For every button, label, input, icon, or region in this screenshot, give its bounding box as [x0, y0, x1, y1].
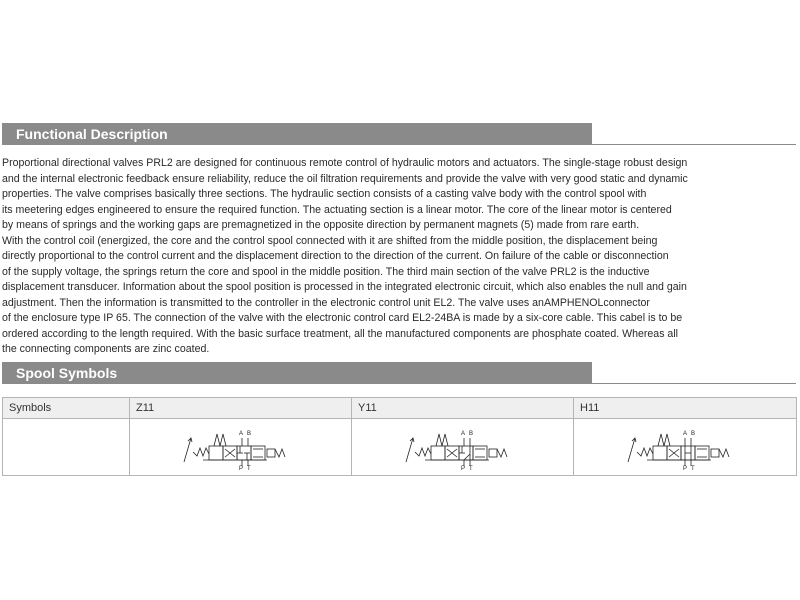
- port-b-label: B: [468, 431, 473, 437]
- text-line: by means of springs and the working gaps are premagnetized in the opposite direction by permanent magnets (5) made from rare earth.: [2, 219, 640, 231]
- symbol-cell-y11: [352, 419, 574, 476]
- column-header-y11: Y11: [352, 398, 574, 419]
- valve-symbol-h11-icon: [625, 424, 745, 470]
- text-line: of the enclosure type IP 65. The connection of the valve with the electronic control card EL2-24BA is made by a six-core cable. This cabel is to be: [2, 312, 683, 324]
- valve-symbol-y11-icon: [403, 424, 523, 470]
- port-a-label: A: [683, 431, 688, 437]
- column-header-z11: Z11: [130, 398, 352, 419]
- port-t-label: T: [691, 466, 695, 470]
- port-a-label: A: [460, 431, 465, 437]
- text-line: With the control coil (energized, the core and the control spool connected with it are shifted from the middle position, the displacement being: [2, 234, 658, 247]
- port-b-label: B: [246, 431, 251, 437]
- header-rule: [592, 383, 796, 384]
- port-t-label: T: [246, 466, 251, 470]
- symbol-cell-h11: [574, 419, 797, 476]
- section-title: Functional Description: [16, 126, 168, 142]
- text-line: properties. The valve comprises basically three sections. The hydraulic section consists of a casting valve body with the control spool with: [2, 188, 647, 200]
- spool-symbols-header: [2, 362, 796, 384]
- valve-symbol-z11-icon: [181, 424, 301, 470]
- port-p-label: P: [683, 466, 688, 470]
- port-p-label: P: [460, 466, 465, 470]
- functional-description-header: [2, 123, 796, 145]
- port-p-label: P: [238, 466, 243, 470]
- text-line: and the internal electronic feedback ensure reliability, reduce the oil filtration requirements and provide the valve with very good static and dynamic: [2, 172, 688, 185]
- port-t-label: T: [468, 466, 473, 470]
- empty-cell: [3, 419, 130, 476]
- row-header-cell: Symbols: [3, 398, 130, 419]
- text-line: its meetering edges engineered to ensure the required function. The actuating section is a linear motor. The core of the linear motor is centered: [2, 203, 672, 216]
- port-b-label: B: [691, 431, 696, 437]
- functional-description-text: [2, 156, 798, 358]
- text-line: of the supply voltage, the springs return the core and spool in the middle position. The third main section of the valve PRL2 is the inductive: [2, 265, 650, 278]
- text-line: displacement transducer. Information about the spool position is processed in the integrated electronic circuit, which also enables the null and gain: [2, 281, 687, 293]
- text-line: ordered according to the length required. With the basic surface treatment, all the manufactured components are phosphate coated. Whereas all: [2, 327, 679, 340]
- section-title: Spool Symbols: [16, 365, 118, 381]
- text-line: the connecting components are zinc coated.: [2, 343, 210, 355]
- symbol-cell-z11: [130, 419, 352, 476]
- text-line: directly proportional to the control current and the displacement direction to the direction of the current. On failure of the cable or disconnection: [2, 250, 669, 262]
- table-row: [3, 419, 797, 476]
- column-header-h11: H11: [574, 398, 797, 419]
- table-header-row: [3, 398, 797, 419]
- port-a-label: A: [238, 431, 243, 437]
- spool-symbols-table: [2, 397, 797, 476]
- text-line: Proportional directional valves PRL2 are designed for continuous remote control of hydraulic motors and actuators. The single-stage robust design: [2, 157, 688, 169]
- text-line: adjustment. Then the information is transmitted to the controller in the electronic control unit EL2. The valve uses anAMPHENOLconnector: [2, 296, 650, 309]
- header-rule: [592, 144, 796, 145]
